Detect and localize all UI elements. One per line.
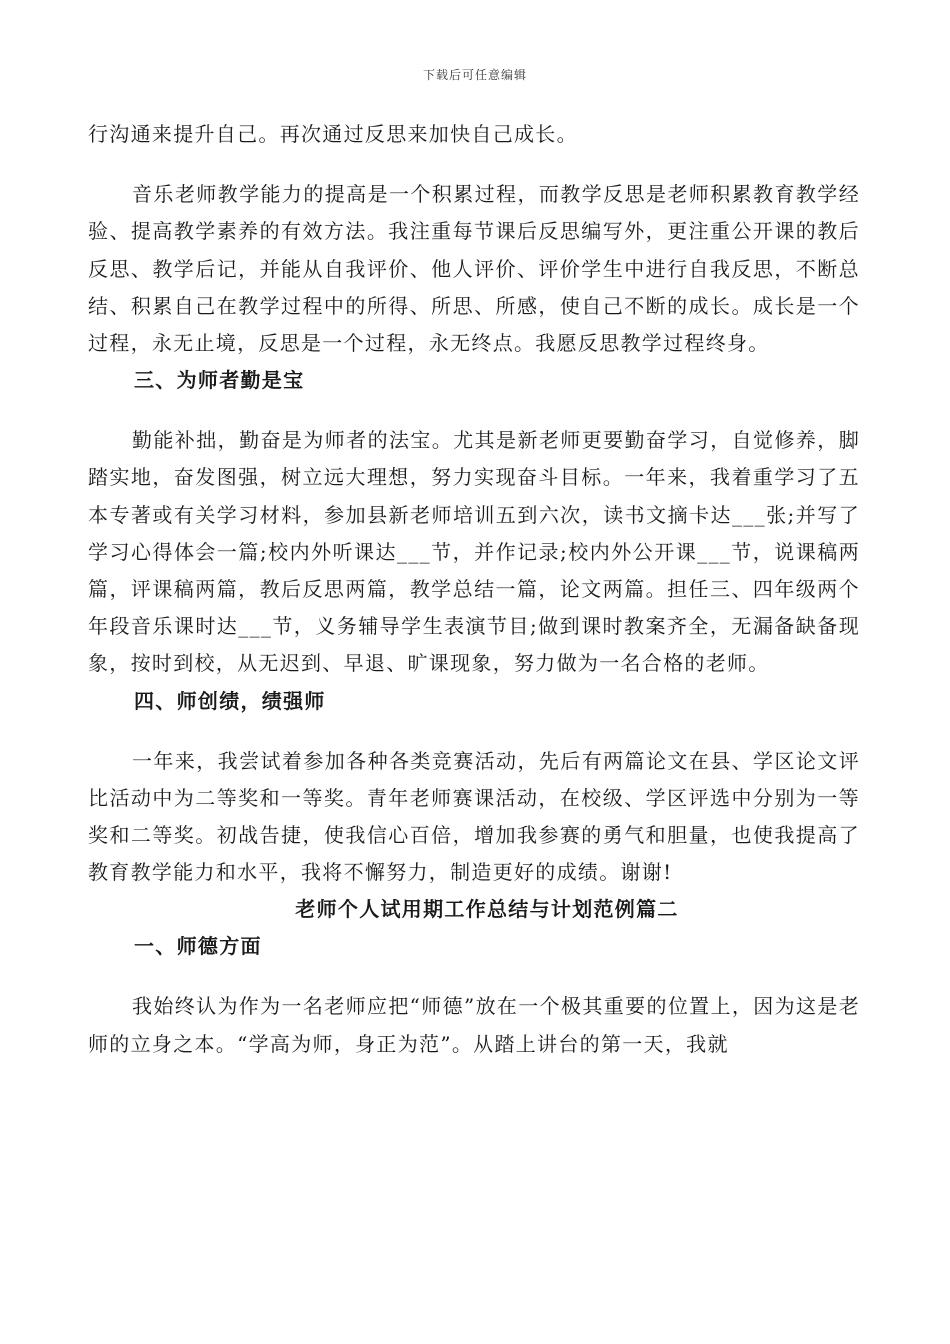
paragraph-teaching-reflection: 音乐老师教学能力的提高是一个积累过程，而教学反思是老师积累教育教学经验、提高教学素养的有效方法。我注重每节课后反思编写外，更注重公开课的教后反思、教学后记，并能从自我评价、他人评价、评价学生中进行自我反思，不断总结、积累自己在教学过程中的所得、所思、所感，使自己不断的成长。成长是一个过程，永无止境，反思是一个过程，永无终点。我愿反思教学过程终身。	[88, 182, 860, 356]
paragraph-ethics: 我始终认为作为一名老师应把“师德”放在一个极其重要的位置上，因为这是老师的立身之本。“学高为师，身正为范”。从踏上讲台的第一天，我就	[88, 994, 860, 1056]
section-heading-ethics: 一、师德方面	[134, 934, 262, 959]
document-body	[88, 116, 860, 1063]
paragraph-diligence: 勤能补拙，勤奋是为师者的法宝。尤其是新老师更要勤奋学习，自觉修养，脚踏实地，奋发图强，树立远大理想，努力实现奋斗目标。一年来，我着重学习了五本专著或有关学习材料，参加县新老师培训五到六次，读书文摘卡达___张;并写了学习心得体会一篇;校内外听课达___节，并作记录;校内外公开课___节，说课稿两篇，评课稿两篇，教后反思两篇，教学总结一篇，论文两篇。担任三、四年级两个年段音乐课时达___节，义务辅导学生表演节目;做到课时教案齐全，无漏备缺备现象，按时到校，从无迟到、早退、旷课现象，努力做为一名合格的老师。	[88, 428, 860, 676]
section-heading-diligence: 三、为师者勤是宝	[134, 368, 305, 393]
article-title-part-two: 老师个人试用期工作总结与计划范例篇二	[295, 897, 679, 922]
paragraph-continuation: 行沟通来提升自己。再次通过反思来加快自己成长。	[88, 122, 578, 146]
paragraph-achievements: 一年来，我尝试着参加各种各类竞赛活动，先后有两篇论文在县、学区论文评比活动中为二等奖和一等奖。青年老师赛课活动，在校级、学区评选中分别为一等奖和二等奖。初战告捷，使我信心百倍，增加我参赛的勇气和胆量，也使我提高了教育教学能力和水平，我将不懈努力，制造更好的成绩。谢谢!	[88, 748, 860, 885]
page-header: 下载后可任意编辑	[422, 68, 527, 82]
section-heading-achievements: 四、师创绩，绩强师	[134, 688, 326, 713]
